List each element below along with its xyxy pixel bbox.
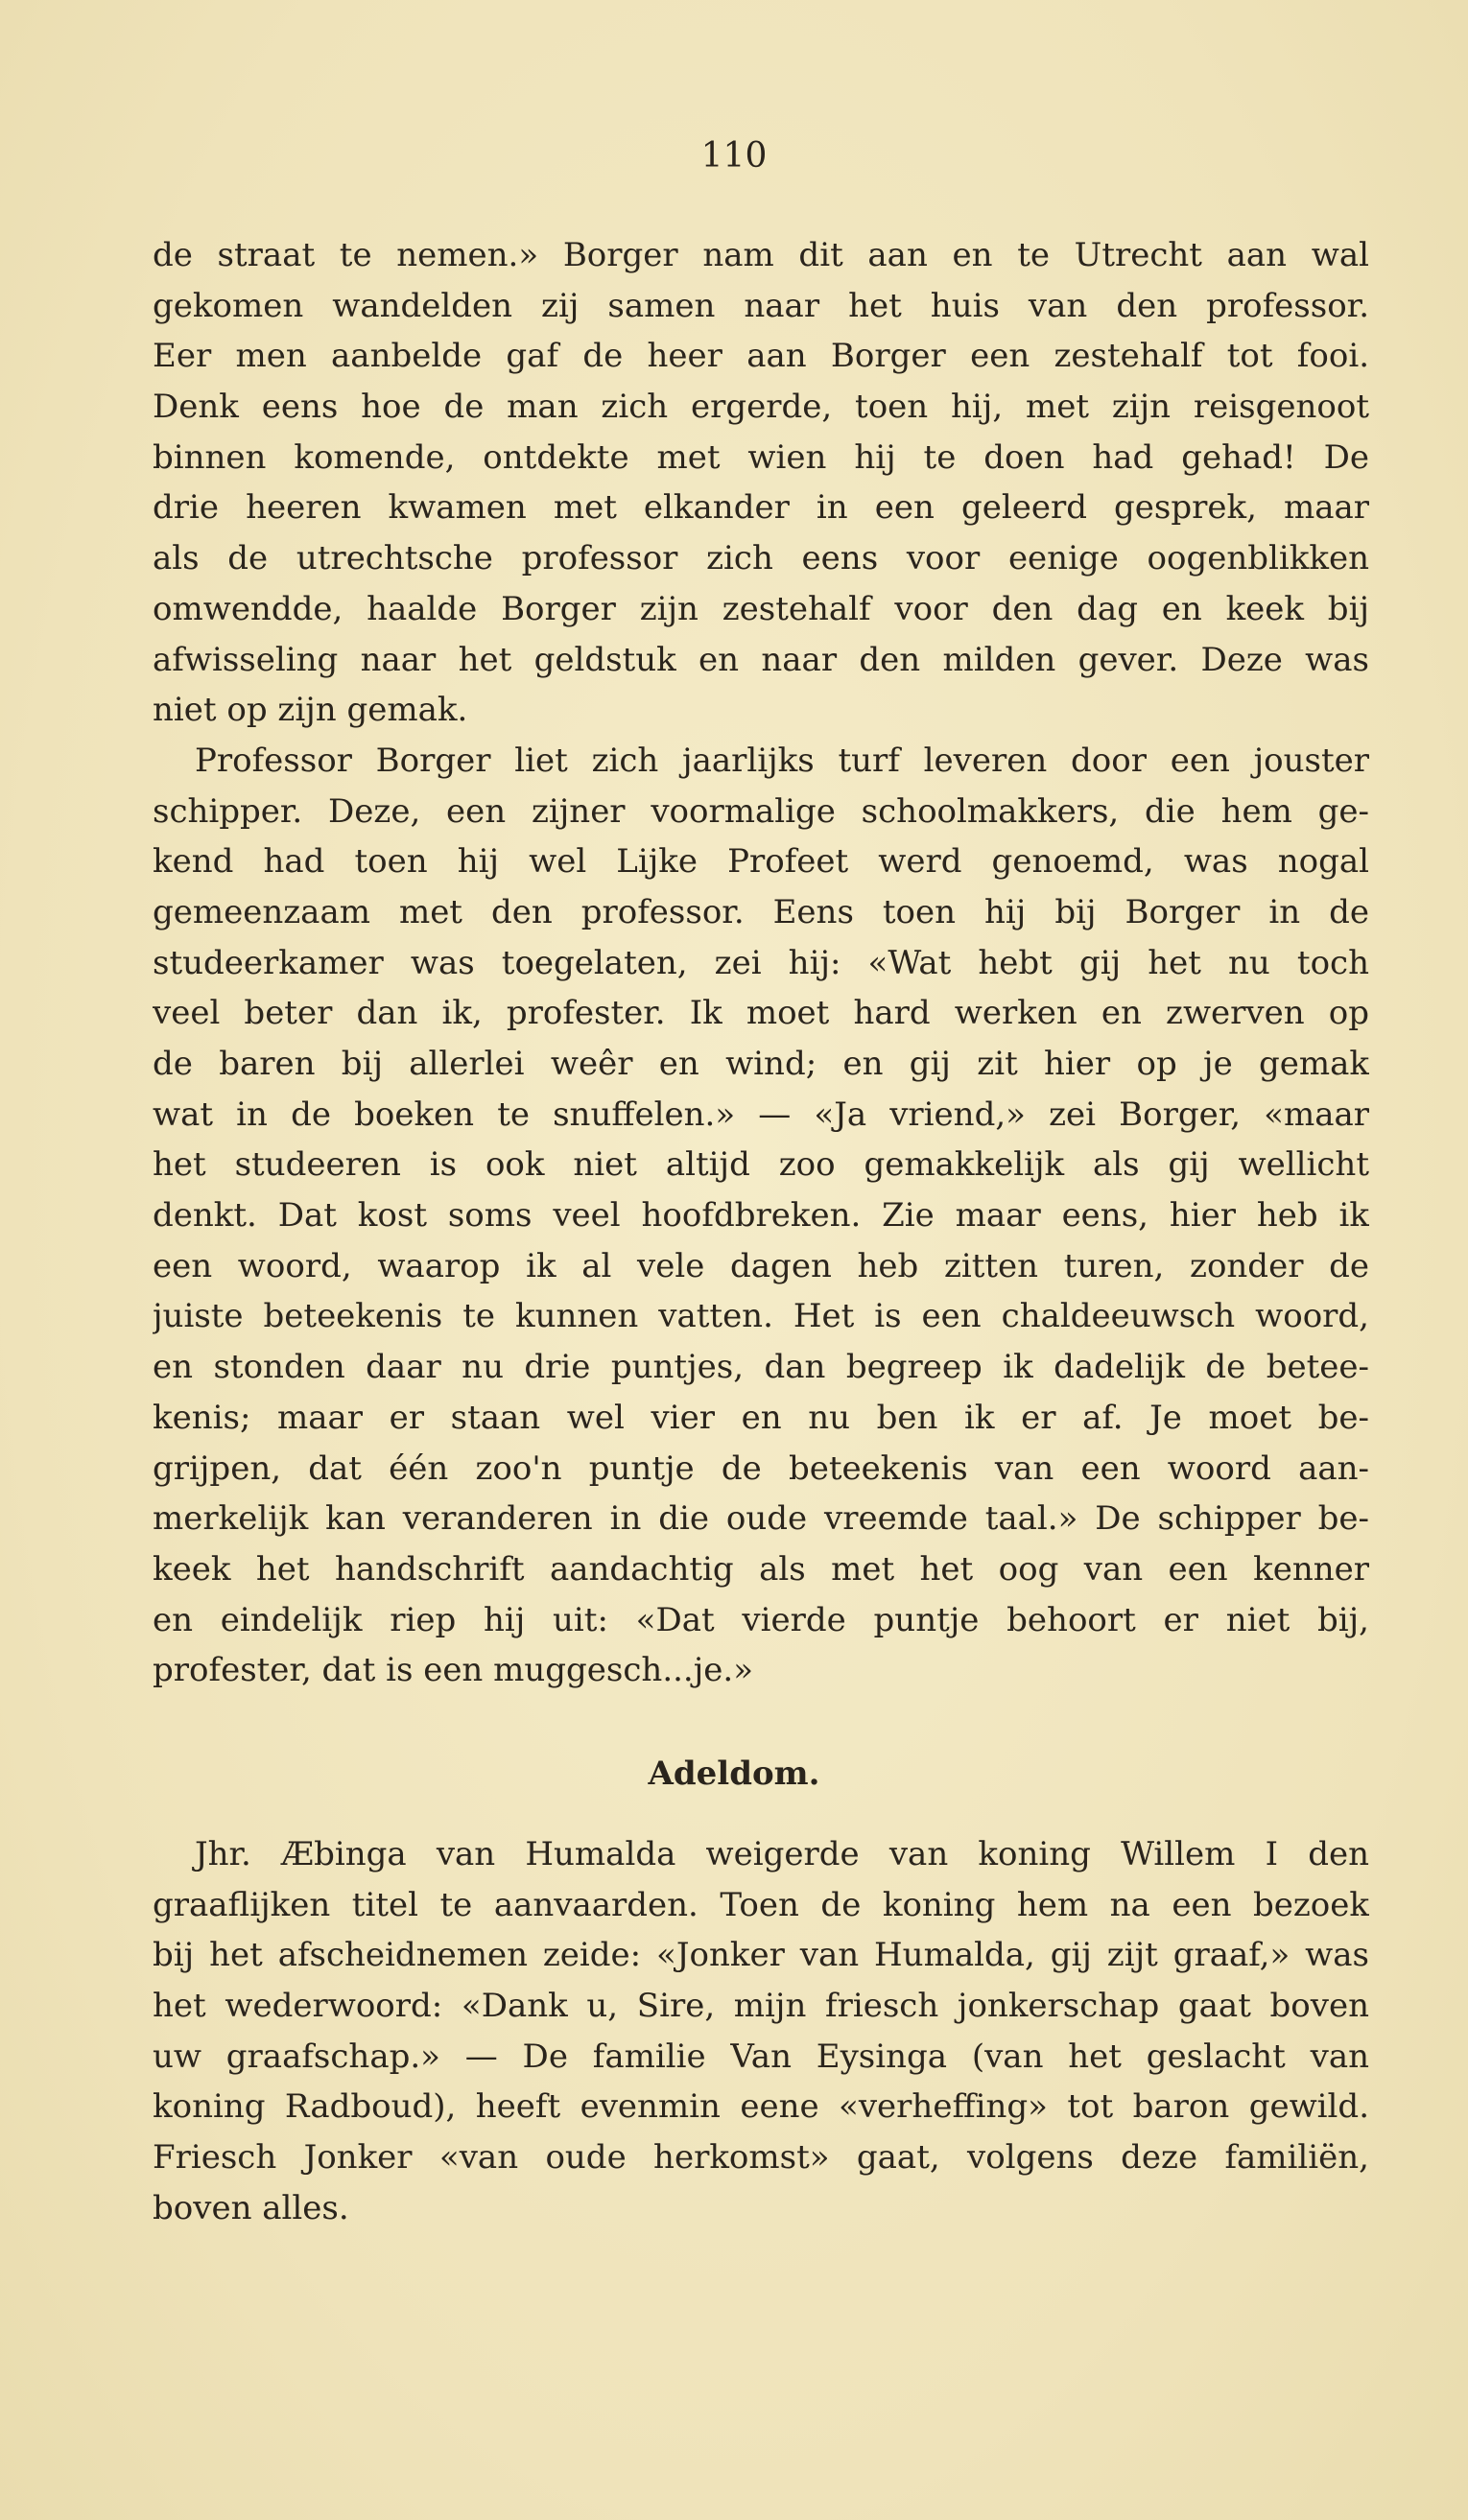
text-line: Eer men aanbelde gaf de heer aan Borger een zestehalf tot fooi. [153, 337, 1369, 376]
text-line: keek het handschrift aandachtig als met het oog van een kenner [153, 1549, 1369, 1589]
text-line: de baren bij allerlei weêr en wind; en gij zit hier op je gemak [153, 1045, 1369, 1083]
text-line: gekomen wandelden zij samen naar het huis van den professor. [153, 286, 1369, 325]
text-line: Jhr. Æbinga van Humalda weigerde van koning Willem I den [195, 1835, 1369, 1873]
text-line: binnen komende, ontdekte met wien hij te doen had gehad! De [153, 437, 1369, 477]
text-line: Friesch Jonker «van oude herkomst» gaat, volgens deze familiën, [153, 2138, 1369, 2178]
text-line: Denk eens hoe de man zich ergerde, toen hij, met zijn reisgenoot [153, 388, 1369, 427]
text-line: koning Radboud), heeft evenmin eene «verheffing» tot baron gewild. [153, 2087, 1369, 2127]
text-line: Professor Borger liet zich jaarlijks turf leveren door een jouster [195, 741, 1369, 780]
text-line: merkelijk kan veranderen in die oude vreemde taal.» De schipper be- [153, 1499, 1369, 1539]
page-number: 110 [700, 136, 768, 176]
text-line: uw graafschap.» — De familie Van Eysinga (van het geslacht van [153, 2037, 1369, 2076]
text-line: een woord, waarop ik al vele dagen heb zitten turen, zonder de [153, 1246, 1369, 1285]
text-line: boven alles. [153, 2188, 349, 2227]
text-line: grijpen, dat één zoo'n puntje de beteekenis van een woord aan- [153, 1448, 1369, 1488]
text-line: niet op zijn gemak. [153, 691, 468, 730]
text-line: bij het afscheidnemen zeide: «Jonker van Humalda, gij zijt graaf,» was [153, 1936, 1369, 1975]
text-line: graaflijken titel te aanvaarden. Toen de koning hem na een bezoek [153, 1885, 1369, 1924]
text-line: en stonden daar nu drie puntjes, dan begreep ik dadelijk de betee- [153, 1348, 1369, 1387]
text-line: schipper. Deze, een zijner voormalige schoolmakkers, die hem ge- [153, 791, 1369, 831]
text-line: het wederwoord: «Dank u, Sire, mijn friesch jonkerschap gaat boven [153, 1987, 1369, 2026]
text-line: het studeeren is ook niet altijd zoo gemakkelijk als gij wellicht [153, 1145, 1369, 1185]
text-line: studeerkamer was toegelaten, zei hij: «Wat hebt gij het nu toch [153, 943, 1369, 982]
text-line: gemeenzaam met den professor. Eens toen hij bij Borger in de [153, 892, 1369, 931]
text-line: denkt. Dat kost soms veel hoofdbreken. Zie maar eens, hier heb ik [153, 1196, 1369, 1236]
text-line: kend had toen hij wel Lijke Profeet werd genoemd, was nogal [153, 842, 1369, 882]
text-line: omwendde, haalde Borger zijn zestehalf voor den dag en keek bij [153, 589, 1369, 628]
body-text-top [153, 230, 1369, 1696]
text-line: als de utrechtsche professor zich eens voor eenige oogenblikken [153, 539, 1369, 578]
text-line: kenis; maar er staan wel vier en nu ben ik er af. Je moet be- [153, 1398, 1369, 1437]
body-text-bottom [153, 1829, 1369, 2234]
text-line: en eindelijk riep hij uit: «Dat vierde puntje behoort er niet bij, [153, 1600, 1369, 1639]
text-line: juiste beteekenis te kunnen vatten. Het is een chaldeeuwsch woord, [153, 1297, 1369, 1336]
text-line: veel beter dan ik, profester. Ik moet hard werken en zwerven op [153, 994, 1369, 1033]
section-heading: Adeldom. [648, 1755, 820, 1793]
text-line: profester, dat is een muggesch...je.» [153, 1651, 754, 1690]
text-line: afwisseling naar het geldstuk en naar den milden gever. Deze was [153, 640, 1369, 679]
text-line: drie heeren kwamen met elkander in een geleerd gesprek, maar [153, 488, 1369, 528]
text-line: de straat te nemen.» Borger nam dit aan en te Utrecht aan wal [153, 236, 1369, 274]
text-line: wat in de boeken te snuffelen.» — «Ja vriend,» zei Borger, «maar [153, 1095, 1369, 1134]
